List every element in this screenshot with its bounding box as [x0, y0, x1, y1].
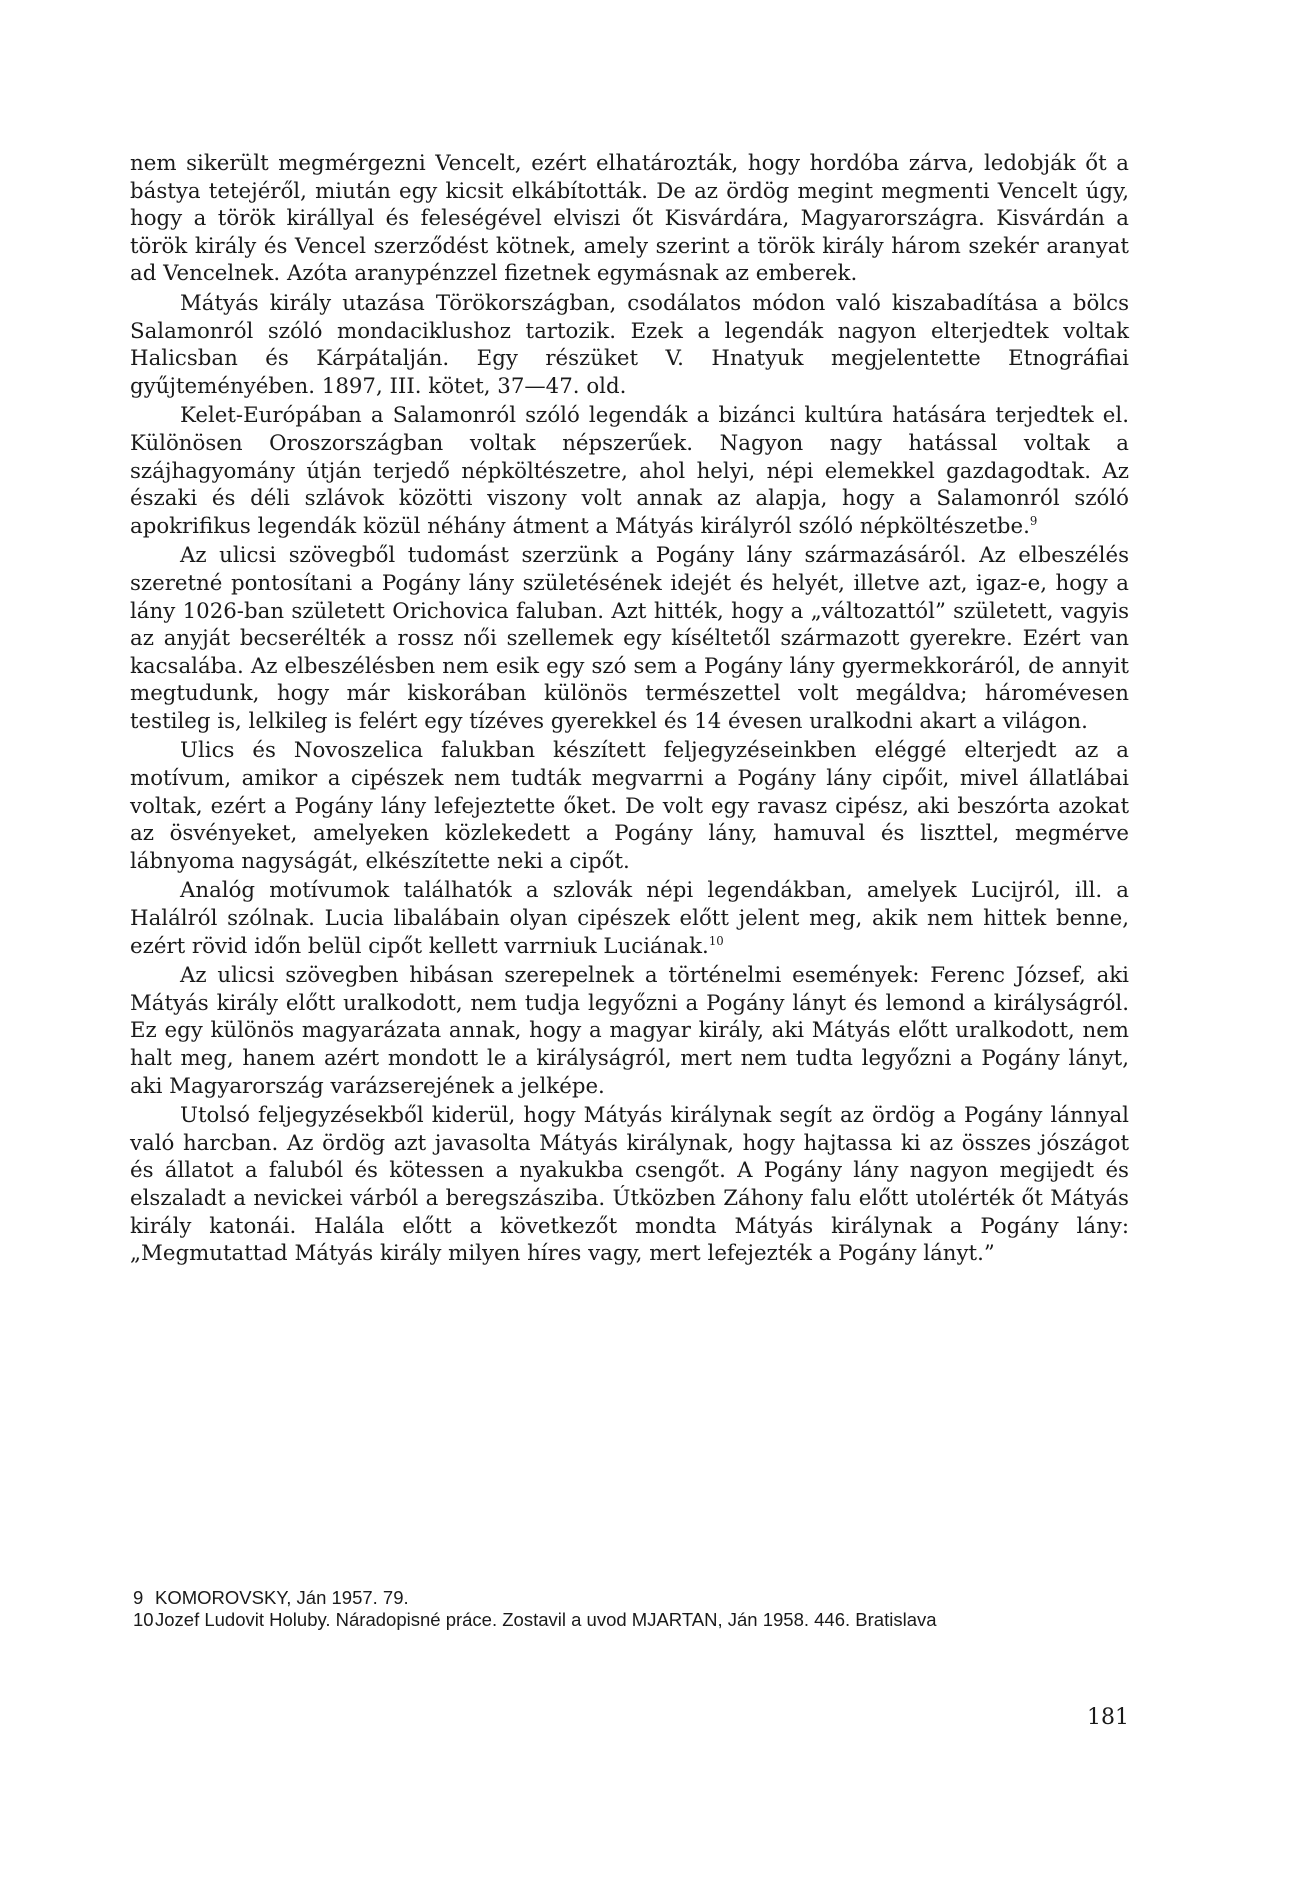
paragraph-3: Kelet-Európában a Salamonról szóló legendák a bizánci kultúra hatására terjedtek el. Különösen Oroszországban voltak népszerűek. Nagyon nagy hatással voltak a szájhagyomány útján terjedő népköltészetre, ahol helyi, népi elemekkel gazdagodtak. Az északi és déli szlávok közötti viszony volt annak az alapja, hogy a Salamonról szóló apokrifikus legendák közül néhány átment a Mátyás királyról szóló népköltészetbe.$^9$	[130, 403, 1129, 539]
paragraph-4: Az ulicsi szövegből tudomást szerzünk a Pogány lány származásáról. Az elbeszélés szeretné pontosítani a Pogány lány születésének idejét és helyét, illetve azt, igaz-e, hogy a lány 1026-ban született Orichovica faluban. Azt hitték, hogy a „változattól” született, vagyis az anyját becserélték a rossz női szellemek egy kíséltetől származott gyerekre. Ezért van kacsalába. Az elbeszélésben nem esik egy szó sem a Pogány lány gyermekkoráról, de annyit megtudunk, hogy már kiskorában különös természettel volt megáldva; háromévesen testileg is, lelkileg is felért egy tízéves gyerekkel és 14 évesen uralkodni akart a világon.	[130, 543, 1129, 734]
paragraph-1: nem sikerült megmérgezni Vencelt, ezért elhatározták, hogy hordóba zárva, ledobják őt a bástya tetejéről, miután egy kicsit elkábították. De az ördög megint megmenti Vencelt úgy, hogy a török királlyal és feleségével elviszi őt Kisvárdára, Magyarországra. Kisvárdán a török király és Vencel szerződést kötnek, amely szerint a török király három szekér aranyat ad Vencelnek. Azóta aranypénzzel fizetnek egymásnak az emberek.	[130, 151, 1129, 287]
footnote-ref-10[interactable]: 10	[708, 933, 724, 948]
paragraph-5: Ulics és Novoszelica falukban készített feljegyzéseinkben eléggé elterjedt az a motívum, amikor a cipészek nem tudták megvarrni a Pogány lány cipőit, mivel állatlábai voltak, ezért a Pogány lány lefejeztette őket. De volt egy ravasz cipész, aki beszórta azokat az ösvényeket, amelyeken közlekedett a Pogány lány, hamuval és liszttel, megmérve lábnyoma nagyságát, elkészítette neki a cipőt.	[130, 738, 1129, 874]
paragraph-6: Analóg motívumok találhatók a szlovák népi legendákban, amelyek Lucijról, ill. a Halálról szólnak. Lucia libalábain olyan cipészek előtt jelent meg, akik nem hittek benne, ezért rövid időn belül cipőt kellett varrniuk Luciának.$^{10}$	[130, 878, 1129, 959]
paragraph-8: Utolsó feljegyzésekből kiderül, hogy Mátyás királynak segít az ördög a Pogány lánnyal való harcban. Az ördög azt javasolta Mátyás királynak, hogy hajtassa ki az összes jószágot és állatot a faluból és kötessen a nyakukba csengőt. A Pogány lány nagyon megijedt és elszaladt a nevickei várból a beregszásziba. Útközben Záhony falu előtt utolérték őt Mátyás király katonái. Halála előtt a következőt mondta Mátyás királynak a Pogány lány: „Megmutattad Mátyás király milyen híres vagy, mert lefejezték a Pogány lányt.”	[130, 1103, 1129, 1267]
paragraph-7: Az ulicsi szövegben hibásan szerepelnek a történelmi események: Ferenc József, aki Mátyás király előtt uralkodott, nem tudja legyőzni a Pogány lányt és lemond a királyságról. Ez egy különös magyarázata annak, hogy a magyar király, aki Mátyás előtt uralkodott, nem halt meg, hanem azért mondott le a királyságról, mert nem tudta legyőzni a Pogány lányt, aki Magyarország varázserejének a jelképe.	[130, 963, 1129, 1099]
footnote-ref-9[interactable]: 9	[1029, 513, 1038, 528]
paragraph-2: Mátyás király utazása Törökországban, csodálatos módon való kiszabadítása a bölcs Salamonról szóló mondaciklushoz tartozik. Ezek a legendák nagyon elterjedtek voltak Halicsban és Kárpátalján. Egy részüket V. Hnatyuk megjelentette Etnográfiai gyűjteményében. 1897, III. kötet, 37—47. old.	[130, 290, 1129, 399]
footnote-text: KOMOROVSKY, Ján 1957. 79.	[155, 1587, 409, 1608]
footnote-10	[133, 1609, 1129, 1630]
body-text	[130, 150, 1129, 1268]
footnotes	[133, 1587, 1129, 1631]
footnote-9	[133, 1587, 1129, 1608]
footnote-number: 10	[133, 1609, 154, 1630]
footnote-number: 9	[133, 1587, 144, 1608]
footnote-text: Jozef Ludovit Holuby. Náradopisné práce. Zostavil a uvod MJARTAN, Ján 1958. 446. Bratislava	[155, 1609, 937, 1630]
page-number: 181	[1087, 1705, 1129, 1730]
